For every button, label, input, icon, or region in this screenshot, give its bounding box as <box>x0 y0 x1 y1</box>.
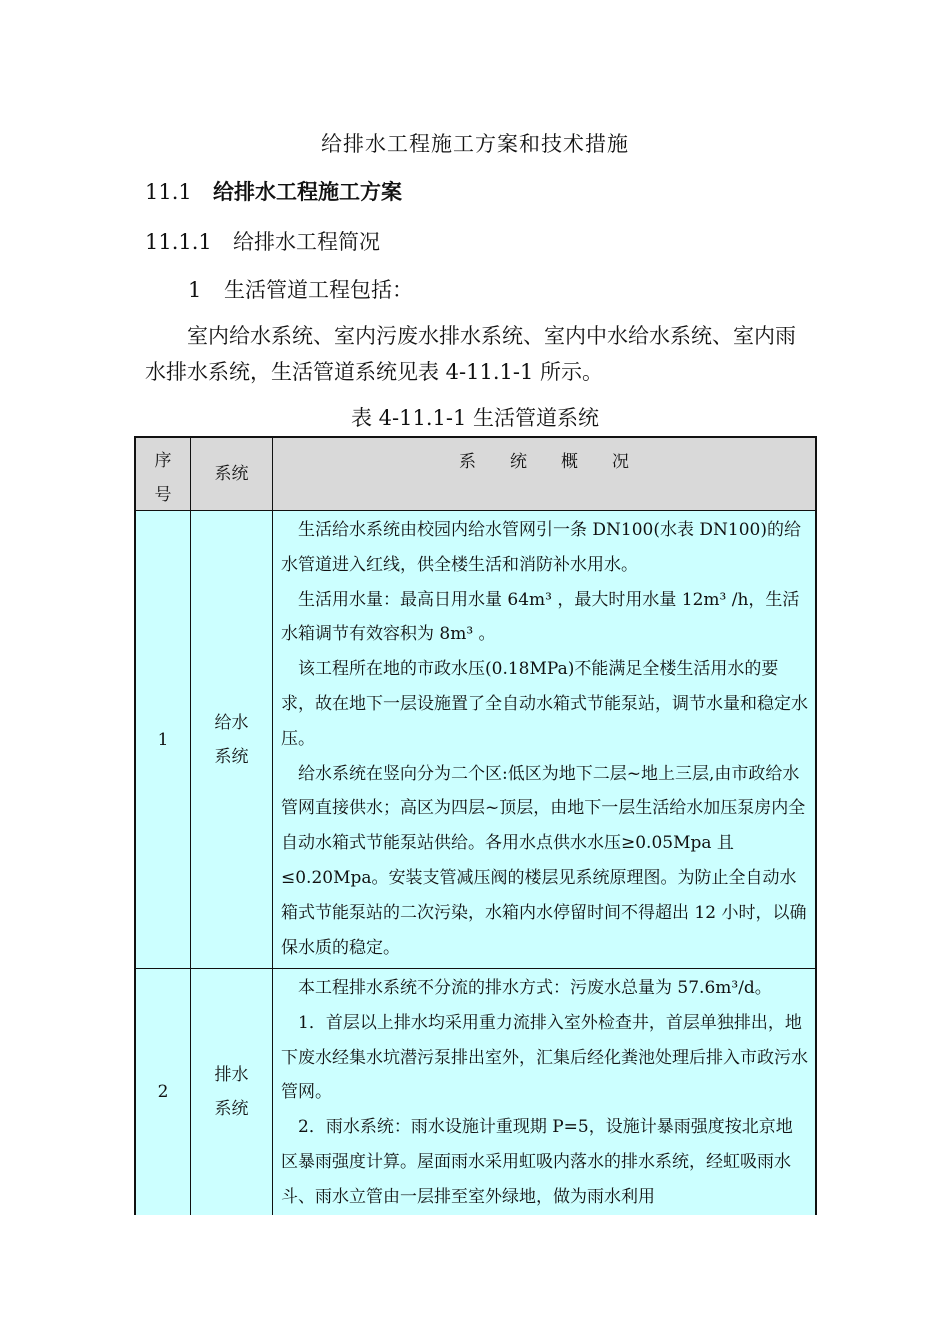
description-paragraph: 本工程排水系统不分流的排水方式：污废水总量为 57.6m³/d。 <box>298 978 772 998</box>
description-paragraph: 1．首层以上排水均采用重力流排入室外检查井，首层单独排出，地下废水经集水坑潜污泵排出室外，汇集后经化粪池处理后排入市政污水管网。 <box>281 1012 808 1103</box>
header-description-label: 系 统 概 况 <box>459 452 629 472</box>
table-row <box>136 969 815 1215</box>
section-number: 11.1 <box>145 180 192 204</box>
document-title: 给排水工程施工方案和技术措施 <box>321 132 629 156</box>
row-system-line2: 系统 <box>214 746 249 767</box>
row-system-line2: 系统 <box>214 1099 249 1119</box>
description-paragraph: 生活用水量：最高日用水量 64m³ ，最大时用水量 12m³ /h，生活水箱调节有效容积为 8m³ 。 <box>281 589 800 645</box>
table-row <box>136 511 815 969</box>
table-header-row <box>136 438 815 511</box>
header-seq <box>136 438 191 510</box>
row-description <box>273 969 815 1215</box>
row-system-line1: 排水 <box>214 1065 249 1085</box>
section-heading <box>145 176 402 206</box>
intro-paragraph: 室内给水系统、室内污废水排水系统、室内中水给水系统、室内雨水排水系统，生活管道系统见表 4-11.1-1 所示。 <box>145 324 796 384</box>
row-system <box>191 511 273 968</box>
row-seq <box>136 511 191 968</box>
row-system-line1: 给水 <box>214 712 249 733</box>
header-system <box>191 438 273 510</box>
subsection-title: 给排水工程简况 <box>233 230 380 254</box>
header-description <box>273 438 815 510</box>
table-caption: 表 4-11.1-1 生活管道系统 <box>350 406 600 430</box>
subsection-number: 11.1.1 <box>145 230 212 254</box>
section-title: 给排水工程施工方案 <box>213 180 402 204</box>
description-paragraph: 2．雨水系统：雨水设施计重现期 P=5，设施计暴雨强度按北京地区暴雨强度计算。屋面雨水采用虹吸内落水的排水系统，经虹吸雨水斗、雨水立管由一层排至室外绿地，做为雨水利用 <box>281 1117 793 1207</box>
systems-table <box>134 436 817 1215</box>
list-item-title: 生活管道工程包括： <box>224 278 413 302</box>
header-seq-line2: 号 <box>154 485 172 505</box>
description-paragraph: 生活给水系统由校园内给水管网引一条 DN100(水表 DN100)的给水管道进入红线，供全楼生活和消防补水用水。 <box>281 520 801 575</box>
subsection-heading <box>145 226 380 256</box>
row-system <box>191 969 273 1215</box>
list-item-number: 1 <box>188 278 202 302</box>
description-paragraph: 给水系统在竖向分为二个区:低区为地下二层~地上三层,由市政给水管网直接供水；高区为四层~顶层，由地下一层生活给水加压泵房内全自动水箱式节能泵站供给。各用水点供水水压≥0.05Mpa 且≤0.20Mpa。安装支管减压阀的楼层见系统原理图。为防止全自动水箱式节能泵站的二次污染，水箱内水停留时间不得超出 12 小时，以确保水质的稳定。 <box>281 763 807 958</box>
list-item-heading <box>188 274 413 304</box>
row-seq-value: 2 <box>157 1082 169 1102</box>
row-seq <box>136 969 191 1215</box>
row-seq-value: 1 <box>157 729 169 750</box>
row-description <box>273 511 815 968</box>
description-paragraph: 该工程所在地的市政水压(0.18MPa)不能满足全楼生活用水的要求，故在地下一层设施置了全自动水箱式节能泵站，调节水量和稳定水压。 <box>281 659 808 749</box>
header-seq-line1: 序 <box>154 451 172 471</box>
header-system-label: 系统 <box>214 464 249 484</box>
